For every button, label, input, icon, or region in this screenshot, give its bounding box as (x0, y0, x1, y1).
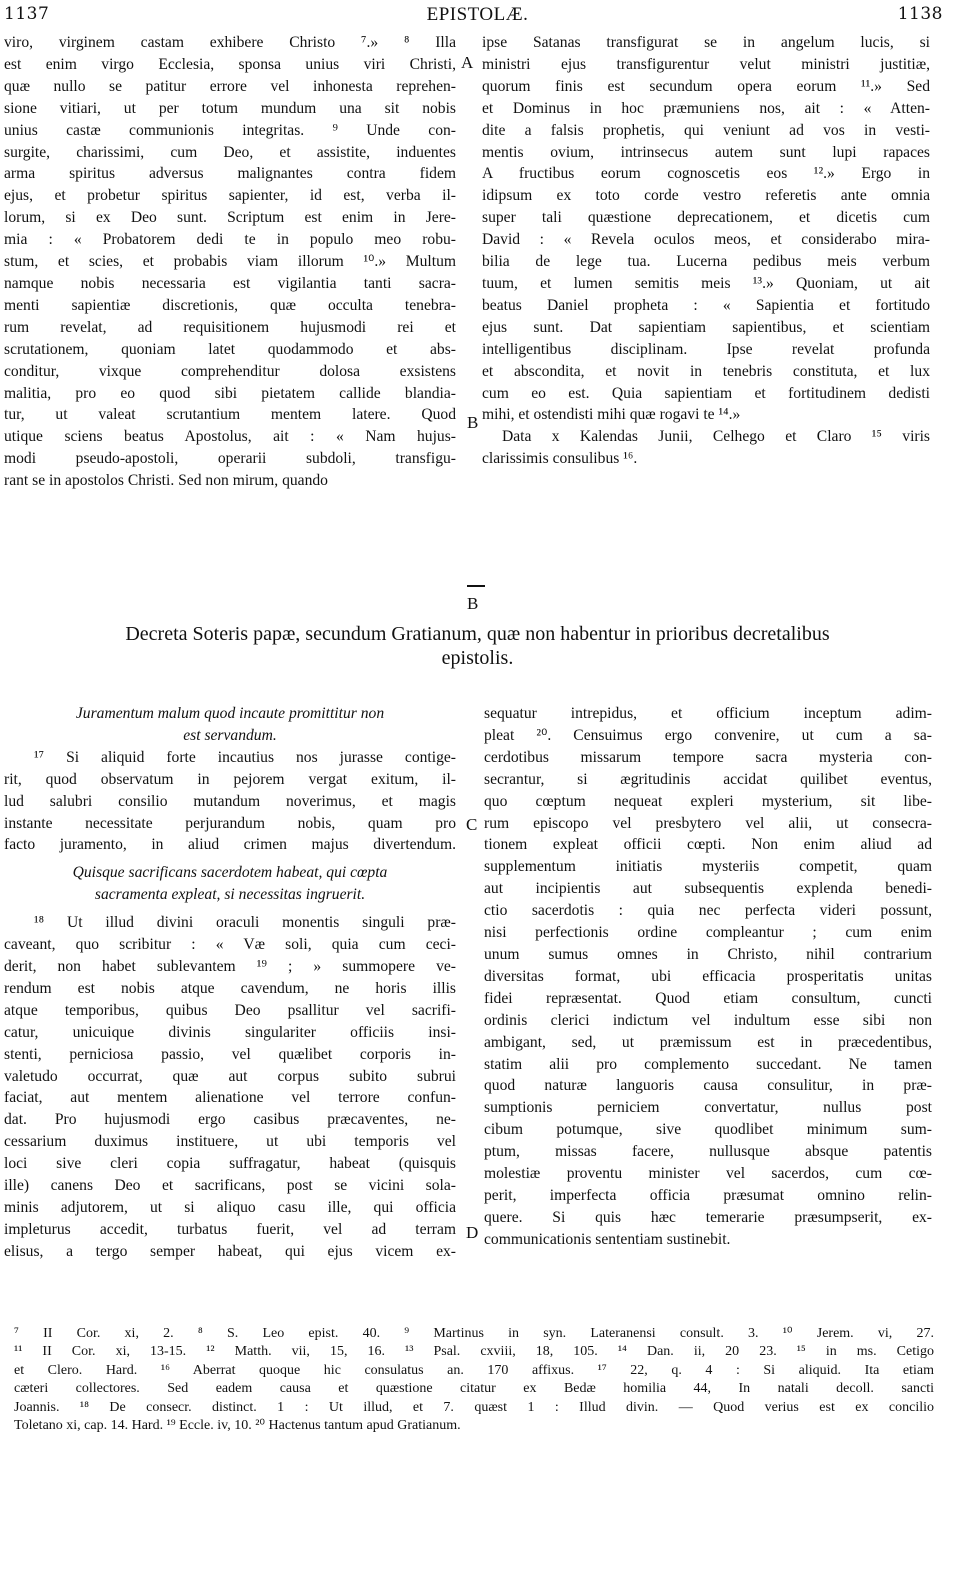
text-line: rum revelat, ad requisitionem hujusmodi rei et (4, 318, 456, 336)
section-heading: Juramentum malum quod incaute promittitur non (75, 705, 385, 722)
column-lower-right (484, 703, 932, 1251)
text-line: est enim virgo Ecclesia, sponsa unius viri Christi, (4, 55, 456, 73)
footnote-line: cæteri collectores. Sed eadem causa et quæstione citatur ex Bedæ homilia 44, In natali decoll. sancti (14, 1381, 934, 1397)
column-upper-right (482, 32, 930, 470)
text-line: minis adjutorem, ut si aliquo casu ille, qui officia (4, 1198, 456, 1216)
running-title: EPISTOLÆ. (426, 4, 529, 25)
text-line: lud salubri consilio mutandum noverimus, et magis (4, 792, 456, 810)
text-line: unius castæ communionis integritas. ⁹ Unde con- (4, 121, 456, 139)
text-line: A fructibus eorum cognoscetis eos ¹².» Ergo in (482, 165, 930, 183)
footnotes (14, 1325, 934, 1435)
text-line: faciat, aut mentem alienatione vel terrore confun- (4, 1089, 456, 1107)
text-line: quorum finis est secundum opera eorum ¹¹.» Sed (482, 77, 930, 95)
text-line: caveant, quo scribitur : « Væ soli, quia cum ceci- (4, 936, 456, 954)
text-line: pleat ²⁰. Censuimus ergo convenire, ut cum a sa- (484, 726, 932, 744)
text-line: lorum, si ex Deo sunt. Scriptum est enim in Jere- (4, 209, 456, 227)
right-page-number: 1138 (897, 4, 943, 24)
text-line: elisus, a tergo semper habeat, qui ejus vicem ex- (4, 1242, 456, 1260)
text-line: sione vitiari, ut per totum mundum una sit nobis (4, 99, 456, 117)
text-line: ejus sunt. Dat sapientiam sapientibus, et scientiam (482, 318, 930, 336)
text-line: namque nobis necessaria est vigilantia tanti sacra- (4, 274, 456, 292)
text-line: stum, et scies, et probabis viam illorum ¹⁰.» Multum (4, 253, 456, 271)
section-heading: sacramenta expleat, si necessitas ingruerit. (94, 886, 366, 904)
text-line: et Dominus in hoc præmuniens nos, ait : « Atten- (482, 99, 930, 117)
text-line: catur, unicuique divinis singulariter officiis insi- (4, 1023, 456, 1041)
text-line: sequatur intrepidus, et officium inceptum adim- (484, 705, 932, 722)
text-line: valetudo occurrat, quæ aut corpus subito subrui (4, 1067, 456, 1085)
text-line: diversitas format, ubi efficacia prosperitatis unitas (484, 967, 932, 985)
text-line: rendum est nobis atque cavendum, ne horis illis (4, 979, 456, 997)
text-line: super tali quæstione deprecationem, et dicetis cum (482, 209, 930, 227)
section-heading: est servandum. (183, 726, 277, 744)
footnote-line: ⁷ II Cor. xi, 2. ⁸ S. Leo epist. 40. ⁹ Martinus in syn. Lateranensi consult. 3. ¹⁰ Jerem. vi, 27. (14, 1326, 934, 1341)
footnote-line: ¹¹ II Cor. xi, 13-15. ¹² Matth. vii, 15, 16. ¹³ Psal. cxviii, 18, 105. ¹⁴ Dan. ii, 20 23. ¹⁵ in ms. Cetigo (14, 1344, 934, 1360)
text-line: tuum, et lumen semitis meis ¹³.» Quoniam, ut ait (482, 274, 930, 292)
text-line: fidei repræsentat. Quod etiam consultum, cuncti (484, 989, 932, 1007)
text-line: perit, imperfecta officia præsumat omnino relin- (484, 1186, 932, 1204)
left-page-number: 1137 (4, 4, 50, 24)
text-line: ptum, missas facere, nullusque absque patentis (484, 1143, 932, 1161)
margin-marker-b-2: B (467, 594, 479, 613)
text-line: molestiæ proventu minister vel sacerdos, cum cœ- (484, 1165, 932, 1183)
footnote-line: et Clero. Hard. ¹⁶ Aberrat quoque hic consulatus an. 170 affixus. ¹⁷ 22, q. 4 : Si aliquid. Ita etiam (14, 1362, 934, 1378)
text-line: secrantur, si ægritudinis accidat quilibet eventus, (484, 770, 932, 788)
text-line: ipse Satanas transfigurat se in angelum lucis, si (482, 34, 930, 51)
text-line: quo cœptum nequeat expleri mysterium, sit libe- (484, 792, 932, 810)
text-line: menti sapientiæ discretionis, quæ occulta tenebra- (4, 296, 456, 314)
text-line: ctio sacerdotis : quia nec perfecta videri possunt, (484, 902, 932, 920)
decreta-title (0, 622, 955, 670)
margin-marker-c: C (466, 815, 478, 834)
text-line: ille) canens Deo et sacrificans, post se vicini sola- (4, 1177, 456, 1195)
text-line: mihi, et ostendisti mihi quæ rogavi te ¹⁴.» (482, 406, 741, 424)
footnote-line: Joannis. ¹⁸ De consecr. distinct. 1 : Ut illud, et 7. quæst 1 : Illud divin. — Quod verius est ex concilio (14, 1399, 934, 1415)
text-line: rum episcopo vel presbytero vel alii, ut consecra- (484, 814, 932, 832)
text-line: viro, virginem castam exhibere Christo ⁷.» ⁸ Illa (4, 34, 456, 51)
section-heading: Quisque sacrificans sacerdotem habeat, qui cœpta (72, 864, 388, 882)
text-line: instante necessitate perjurandum nobis, quam pro (4, 814, 456, 832)
text-line: ambigant, sed, ut præmissum est in præcedentibus, (484, 1033, 932, 1051)
text-line: ejus, et probetur spiritus sapienter, id est, verba il- (4, 187, 456, 205)
margin-marker-b: B (467, 413, 479, 432)
section-divider (467, 585, 485, 587)
text-line: cibum potumque, sive quodlibet minimum sum- (484, 1121, 932, 1139)
margin-marker-a: A (461, 53, 474, 72)
text-line: quod naturæ languoris causa consulitur, in præ- (484, 1077, 932, 1095)
text-line: nisi perfectionis ordine compleantur ; cum enim (484, 924, 932, 942)
text-line: dite a falsis prophetis, qui veniunt ad vos in vesti- (482, 121, 930, 139)
column-upper-left (4, 32, 456, 492)
text-line: conditur, vixque comprehenditur dolosa exsistens (4, 362, 456, 380)
text-line: unum sumus omnes in Christo, nihil contrarium (484, 945, 932, 963)
text-line: idipsum ex toto corde vestro referetis ante omnia (482, 187, 930, 205)
text-line: ¹⁸ Ut illud divini oraculi monentis singuli præ- (34, 914, 456, 932)
margin-marker-d: D (466, 1223, 479, 1242)
text-line: modi pseudo-apostoli, operarii subdoli, transfigu- (4, 450, 456, 468)
text-line: malitia, pro eo quod sibi pietatem callide blandia- (4, 384, 456, 402)
text-line: ministri ejus transfigurentur velut ministri justitiæ, (482, 55, 930, 73)
text-line: et abscondita, et novit in tenebris constituta, et lux (482, 362, 930, 380)
text-line: stenti, perniciosa passio, vel quælibet corporis in- (4, 1045, 456, 1063)
text-line: aut incipientis aut subsequentis explenda benedi- (484, 880, 932, 898)
text-line: quere. Si quis hæc temerarie præsumpserit, ex- (484, 1208, 932, 1226)
text-line: supplementum initiatis mysteriis competit, quam (484, 858, 932, 876)
text-line: impleturus accedit, turbatus fuerit, vel ad terram (4, 1220, 456, 1238)
text-line: loci sive cleri copia suffragatur, habeat (quisquis (4, 1155, 456, 1173)
decreta-title-line: epistolis. (441, 647, 514, 669)
text-line: utique sciens beatus Apostolus, ait : « Nam hujus- (4, 428, 456, 446)
text-line: communicationis sententiam sustinebit. (484, 1230, 731, 1248)
text-line: scrutationem, quoniam latet quodammodo et abs- (4, 340, 456, 358)
text-line: atque temporibus, quibus Deo psallitur vel sacrifi- (4, 1001, 456, 1019)
text-line: arma spiritus adversus malignantes contra fidem (4, 165, 456, 183)
text-line: ordinis clerici indictum vel indultum esse sibi non (484, 1011, 932, 1029)
text-line: clarissimis consulibus ¹⁶. (482, 450, 638, 468)
text-line: tur, ut valeat scrutantium mentem latere. Quod (4, 406, 456, 424)
text-line: quæ nullo se patitur errore vel inhonesta reprehen- (4, 77, 456, 95)
footnote-line: Toletano xi, cap. 14. Hard. ¹⁹ Eccle. iv, 10. ²⁰ Hactenus tantum apud Gratianum. (14, 1418, 461, 1434)
text-line: bilia de lege tua. Lucerna pedibus meis verbum (482, 253, 930, 271)
text-line: statim alii pro complemento succedant. Ne tamen (484, 1055, 932, 1073)
text-line: mia : « Probatorem dedi te in populo meo robu- (4, 231, 456, 249)
text-line: beatus Daniel propheta : « Sapientia et fortitudo (482, 296, 930, 314)
text-line: surgite, charissimi, cum Deo, et assistite, induentes (4, 143, 456, 161)
text-line: derit, non habet sublevantem ¹⁹ ; » summopere ve- (4, 957, 456, 975)
text-line: rant se in apostolos Christi. Sed non mirum, quando (4, 472, 328, 490)
text-line: dat. Pro hujusmodi ergo casibus præcaventes, ne- (4, 1111, 456, 1129)
text-line: intelligentibus disciplinam. Ipse revelat profunda (482, 340, 930, 358)
text-line: cum eo est. Quia sapientiam et fortitudinem dedisti (482, 384, 930, 402)
text-line: tionem expleat officii cœpti. Non enim aliud ad (484, 836, 932, 854)
text-line: ¹⁷ Si aliquid forte incautius nos jurasse contige- (34, 748, 456, 766)
text-line: cerdotibus missarum tempore sacra mysteria con- (484, 748, 932, 766)
column-lower-left (4, 703, 456, 1263)
text-line: facto juramento, in aliud crimen majus divertendum. (4, 836, 456, 854)
text-line: sumptionis perniciem convertatur, nullus post (484, 1099, 932, 1117)
decreta-title-line: Decreta Soteris papæ, secundum Gratianum, quæ non habentur in prioribus decretalibus (125, 623, 830, 645)
text-line: cessarium duximus instituere, ut ubi temporis vel (4, 1133, 456, 1151)
text-line: rit, quod observatum in pejorem vergat exitum, il- (4, 770, 456, 788)
date-line: Data x Kalendas Junii, Celhego et Claro ¹⁵ viris (502, 428, 930, 446)
text-line: David : « Revela oculos meos, et considerabo mira- (482, 231, 930, 249)
text-line: mentis ovium, intrinsecus autem sunt lupi rapaces (482, 143, 930, 161)
